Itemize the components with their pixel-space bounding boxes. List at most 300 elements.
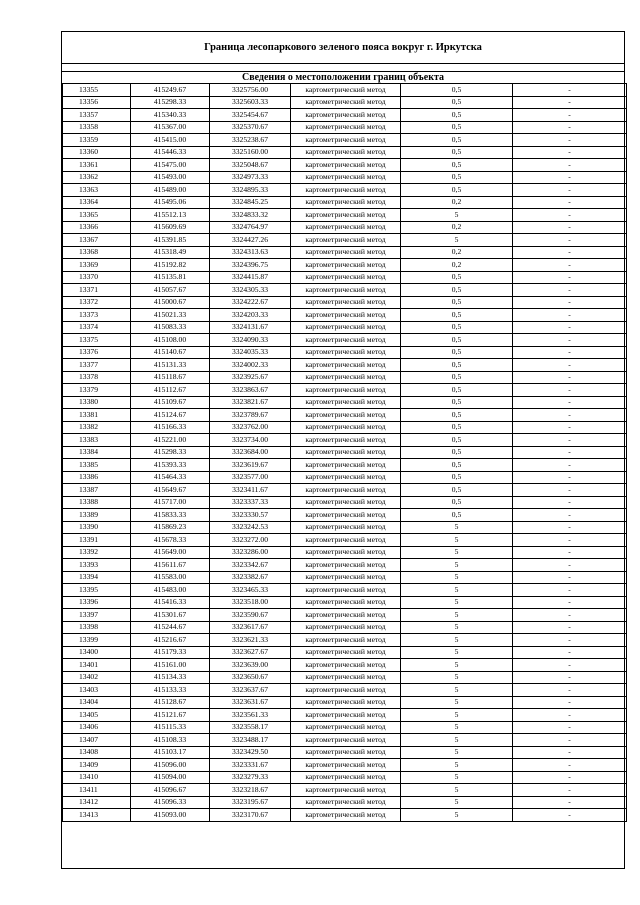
point-number-cell: 13360 [63, 146, 131, 159]
method-cell: картометрический метод [291, 709, 401, 722]
description-cell: - [513, 696, 627, 709]
description-cell: - [513, 734, 627, 747]
table-row [63, 496, 627, 509]
x-coordinate-cell: 415124.67 [131, 409, 210, 422]
method-cell: картометрический метод [291, 234, 401, 247]
point-number-cell: 13361 [63, 159, 131, 172]
description-cell: - [513, 371, 627, 384]
description-cell: - [513, 559, 627, 572]
description-cell: - [513, 534, 627, 547]
y-coordinate-cell: 3325454.67 [210, 109, 291, 122]
x-coordinate-cell: 415133.33 [131, 684, 210, 697]
y-coordinate-cell: 3323195.67 [210, 796, 291, 809]
y-coordinate-cell: 3324427.26 [210, 234, 291, 247]
y-coordinate-cell: 3324203.33 [210, 309, 291, 322]
method-cell: картометрический метод [291, 246, 401, 259]
y-coordinate-cell: 3323619.67 [210, 459, 291, 472]
accuracy-cell: 5 [401, 809, 513, 822]
x-coordinate-cell: 415391.85 [131, 234, 210, 247]
accuracy-cell: 5 [401, 696, 513, 709]
y-coordinate-cell: 3325756.00 [210, 84, 291, 97]
table-row [63, 584, 627, 597]
coordinates-table [62, 83, 627, 822]
table-row [63, 784, 627, 797]
description-cell: - [513, 396, 627, 409]
description-cell: - [513, 746, 627, 759]
description-cell: - [513, 634, 627, 647]
y-coordinate-cell: 3324764.97 [210, 221, 291, 234]
point-number-cell: 13396 [63, 596, 131, 609]
accuracy-cell: 0,5 [401, 96, 513, 109]
description-cell: - [513, 596, 627, 609]
x-coordinate-cell: 415717.00 [131, 496, 210, 509]
x-coordinate-cell: 415161.00 [131, 659, 210, 672]
method-cell: картометрический метод [291, 809, 401, 822]
method-cell: картометрический метод [291, 646, 401, 659]
y-coordinate-cell: 3324002.33 [210, 359, 291, 372]
description-cell: - [513, 334, 627, 347]
method-cell: картометрический метод [291, 109, 401, 122]
table-row [63, 259, 627, 272]
table-row [63, 484, 627, 497]
y-coordinate-cell: 3325370.67 [210, 121, 291, 134]
x-coordinate-cell: 415483.00 [131, 584, 210, 597]
accuracy-cell: 0,5 [401, 159, 513, 172]
description-cell: - [513, 784, 627, 797]
accuracy-cell: 0,5 [401, 346, 513, 359]
accuracy-cell: 0,5 [401, 134, 513, 147]
method-cell: картометрический метод [291, 634, 401, 647]
method-cell: картометрический метод [291, 421, 401, 434]
method-cell: картометрический метод [291, 584, 401, 597]
accuracy-cell: 5 [401, 796, 513, 809]
x-coordinate-cell: 415609.69 [131, 221, 210, 234]
table-row [63, 309, 627, 322]
table-row [63, 796, 627, 809]
description-cell: - [513, 671, 627, 684]
method-cell: картометрический метод [291, 509, 401, 522]
accuracy-cell: 5 [401, 671, 513, 684]
table-row [63, 346, 627, 359]
point-number-cell: 13392 [63, 546, 131, 559]
method-cell: картометрический метод [291, 696, 401, 709]
x-coordinate-cell: 415108.00 [131, 334, 210, 347]
table-row [63, 609, 627, 622]
method-cell: картометрический метод [291, 359, 401, 372]
accuracy-cell: 5 [401, 596, 513, 609]
method-cell: картометрический метод [291, 759, 401, 772]
description-cell: - [513, 359, 627, 372]
y-coordinate-cell: 3323577.00 [210, 471, 291, 484]
y-coordinate-cell: 3325238.67 [210, 134, 291, 147]
point-number-cell: 13400 [63, 646, 131, 659]
accuracy-cell: 0,5 [401, 184, 513, 197]
point-number-cell: 13355 [63, 84, 131, 97]
y-coordinate-cell: 3324313.63 [210, 246, 291, 259]
accuracy-cell: 5 [401, 559, 513, 572]
y-coordinate-cell: 3323465.33 [210, 584, 291, 597]
accuracy-cell: 5 [401, 746, 513, 759]
table-row [63, 809, 627, 822]
table-row [63, 596, 627, 609]
description-cell: - [513, 496, 627, 509]
description-cell: - [513, 384, 627, 397]
point-number-cell: 13381 [63, 409, 131, 422]
accuracy-cell: 0,5 [401, 146, 513, 159]
point-number-cell: 13391 [63, 534, 131, 547]
x-coordinate-cell: 415678.33 [131, 534, 210, 547]
y-coordinate-cell: 3323558.17 [210, 721, 291, 734]
accuracy-cell: 0,5 [401, 509, 513, 522]
description-cell: - [513, 84, 627, 97]
table-row [63, 134, 627, 147]
x-coordinate-cell: 415475.00 [131, 159, 210, 172]
description-cell: - [513, 446, 627, 459]
point-number-cell: 13384 [63, 446, 131, 459]
accuracy-cell: 5 [401, 609, 513, 622]
table-row [63, 759, 627, 772]
point-number-cell: 13408 [63, 746, 131, 759]
description-cell: - [513, 809, 627, 822]
point-number-cell: 13365 [63, 209, 131, 222]
description-cell: - [513, 771, 627, 784]
point-number-cell: 13367 [63, 234, 131, 247]
x-coordinate-cell: 415094.00 [131, 771, 210, 784]
table-row [63, 121, 627, 134]
method-cell: картометрический метод [291, 534, 401, 547]
description-cell: - [513, 646, 627, 659]
accuracy-cell: 5 [401, 684, 513, 697]
description-cell: - [513, 234, 627, 247]
x-coordinate-cell: 415096.33 [131, 796, 210, 809]
accuracy-cell: 5 [401, 709, 513, 722]
table-row [63, 384, 627, 397]
description-cell: - [513, 434, 627, 447]
accuracy-cell: 0,5 [401, 296, 513, 309]
y-coordinate-cell: 3323330.57 [210, 509, 291, 522]
method-cell: картометрический метод [291, 84, 401, 97]
point-number-cell: 13388 [63, 496, 131, 509]
y-coordinate-cell: 3323279.33 [210, 771, 291, 784]
point-number-cell: 13378 [63, 371, 131, 384]
description-cell: - [513, 571, 627, 584]
point-number-cell: 13395 [63, 584, 131, 597]
description-cell: - [513, 184, 627, 197]
table-row [63, 196, 627, 209]
table-row [63, 546, 627, 559]
table-row [63, 559, 627, 572]
table-row [63, 409, 627, 422]
document-frame [61, 31, 625, 869]
y-coordinate-cell: 3323342.67 [210, 559, 291, 572]
accuracy-cell: 0,5 [401, 321, 513, 334]
table-row [63, 221, 627, 234]
table-row [63, 159, 627, 172]
table-row [63, 634, 627, 647]
description-cell: - [513, 284, 627, 297]
method-cell: картометрический метод [291, 671, 401, 684]
x-coordinate-cell: 415096.67 [131, 784, 210, 797]
point-number-cell: 13407 [63, 734, 131, 747]
point-number-cell: 13393 [63, 559, 131, 572]
y-coordinate-cell: 3323411.67 [210, 484, 291, 497]
y-coordinate-cell: 3325048.67 [210, 159, 291, 172]
point-number-cell: 13390 [63, 521, 131, 534]
method-cell: картометрический метод [291, 784, 401, 797]
accuracy-cell: 0,5 [401, 371, 513, 384]
description-cell: - [513, 796, 627, 809]
x-coordinate-cell: 415108.33 [131, 734, 210, 747]
method-cell: картометрический метод [291, 484, 401, 497]
table-row [63, 659, 627, 672]
description-cell: - [513, 96, 627, 109]
description-cell: - [513, 346, 627, 359]
method-cell: картометрический метод [291, 221, 401, 234]
point-number-cell: 13373 [63, 309, 131, 322]
table-row [63, 684, 627, 697]
y-coordinate-cell: 3324415.87 [210, 271, 291, 284]
method-cell: картометрический метод [291, 734, 401, 747]
accuracy-cell: 5 [401, 646, 513, 659]
method-cell: картометрический метод [291, 171, 401, 184]
method-cell: картометрический метод [291, 121, 401, 134]
table-row [63, 746, 627, 759]
point-number-cell: 13397 [63, 609, 131, 622]
x-coordinate-cell: 415611.67 [131, 559, 210, 572]
table-row [63, 371, 627, 384]
method-cell: картометрический метод [291, 609, 401, 622]
table-body [63, 84, 627, 822]
x-coordinate-cell: 415416.33 [131, 596, 210, 609]
table-row [63, 721, 627, 734]
point-number-cell: 13370 [63, 271, 131, 284]
method-cell: картометрический метод [291, 459, 401, 472]
y-coordinate-cell: 3324396.75 [210, 259, 291, 272]
x-coordinate-cell: 415112.67 [131, 384, 210, 397]
point-number-cell: 13379 [63, 384, 131, 397]
x-coordinate-cell: 415140.67 [131, 346, 210, 359]
method-cell: картометрический метод [291, 409, 401, 422]
x-coordinate-cell: 415131.33 [131, 359, 210, 372]
description-cell: - [513, 459, 627, 472]
y-coordinate-cell: 3324973.33 [210, 171, 291, 184]
accuracy-cell: 5 [401, 759, 513, 772]
accuracy-cell: 5 [401, 234, 513, 247]
accuracy-cell: 0,5 [401, 171, 513, 184]
accuracy-cell: 0,5 [401, 359, 513, 372]
point-number-cell: 13399 [63, 634, 131, 647]
accuracy-cell: 5 [401, 659, 513, 672]
method-cell: картометрический метод [291, 159, 401, 172]
table-row [63, 571, 627, 584]
table-row [63, 646, 627, 659]
point-number-cell: 13380 [63, 396, 131, 409]
table-row [63, 234, 627, 247]
accuracy-cell: 0,5 [401, 396, 513, 409]
x-coordinate-cell: 415103.17 [131, 746, 210, 759]
accuracy-cell: 0,5 [401, 409, 513, 422]
y-coordinate-cell: 3323382.67 [210, 571, 291, 584]
accuracy-cell: 0,2 [401, 221, 513, 234]
description-cell: - [513, 159, 627, 172]
table-row [63, 434, 627, 447]
x-coordinate-cell: 415179.33 [131, 646, 210, 659]
point-number-cell: 13372 [63, 296, 131, 309]
accuracy-cell: 5 [401, 584, 513, 597]
description-cell: - [513, 321, 627, 334]
point-number-cell: 13358 [63, 121, 131, 134]
y-coordinate-cell: 3324222.67 [210, 296, 291, 309]
description-cell: - [513, 146, 627, 159]
table-row [63, 534, 627, 547]
accuracy-cell: 0,5 [401, 121, 513, 134]
description-cell: - [513, 659, 627, 672]
y-coordinate-cell: 3323863.67 [210, 384, 291, 397]
method-cell: картометрический метод [291, 746, 401, 759]
method-cell: картометрический метод [291, 384, 401, 397]
accuracy-cell: 0,5 [401, 309, 513, 322]
accuracy-cell: 5 [401, 571, 513, 584]
description-cell: - [513, 471, 627, 484]
x-coordinate-cell: 415093.00 [131, 809, 210, 822]
y-coordinate-cell: 3323631.67 [210, 696, 291, 709]
method-cell: картометрический метод [291, 146, 401, 159]
x-coordinate-cell: 415367.00 [131, 121, 210, 134]
accuracy-cell: 5 [401, 521, 513, 534]
accuracy-cell: 0,5 [401, 484, 513, 497]
x-coordinate-cell: 415128.67 [131, 696, 210, 709]
description-cell: - [513, 521, 627, 534]
x-coordinate-cell: 415118.67 [131, 371, 210, 384]
method-cell: картометрический метод [291, 209, 401, 222]
description-cell: - [513, 509, 627, 522]
table-row [63, 771, 627, 784]
y-coordinate-cell: 3324035.33 [210, 346, 291, 359]
accuracy-cell: 0,5 [401, 109, 513, 122]
point-number-cell: 13386 [63, 471, 131, 484]
y-coordinate-cell: 3324833.32 [210, 209, 291, 222]
x-coordinate-cell: 415083.33 [131, 321, 210, 334]
table-row [63, 696, 627, 709]
x-coordinate-cell: 415166.33 [131, 421, 210, 434]
point-number-cell: 13410 [63, 771, 131, 784]
method-cell: картометрический метод [291, 309, 401, 322]
description-cell: - [513, 121, 627, 134]
y-coordinate-cell: 3323218.67 [210, 784, 291, 797]
accuracy-cell: 0,5 [401, 271, 513, 284]
x-coordinate-cell: 415340.33 [131, 109, 210, 122]
point-number-cell: 13359 [63, 134, 131, 147]
point-number-cell: 13406 [63, 721, 131, 734]
method-cell: картометрический метод [291, 296, 401, 309]
point-number-cell: 13371 [63, 284, 131, 297]
method-cell: картометрический метод [291, 196, 401, 209]
accuracy-cell: 0,2 [401, 246, 513, 259]
x-coordinate-cell: 415298.33 [131, 96, 210, 109]
description-cell: - [513, 721, 627, 734]
point-number-cell: 13394 [63, 571, 131, 584]
x-coordinate-cell: 415298.33 [131, 446, 210, 459]
y-coordinate-cell: 3323925.67 [210, 371, 291, 384]
table-row [63, 509, 627, 522]
x-coordinate-cell: 415216.67 [131, 634, 210, 647]
x-coordinate-cell: 415512.13 [131, 209, 210, 222]
x-coordinate-cell: 415109.67 [131, 396, 210, 409]
point-number-cell: 13401 [63, 659, 131, 672]
point-number-cell: 13412 [63, 796, 131, 809]
description-cell: - [513, 759, 627, 772]
table-row [63, 146, 627, 159]
x-coordinate-cell: 415135.81 [131, 271, 210, 284]
table-row [63, 446, 627, 459]
description-cell: - [513, 296, 627, 309]
accuracy-cell: 5 [401, 734, 513, 747]
table-row [63, 671, 627, 684]
method-cell: картометрический метод [291, 284, 401, 297]
description-cell: - [513, 309, 627, 322]
accuracy-cell: 0,5 [401, 446, 513, 459]
document-title: Граница лесопаркового зеленого пояса вокруг г. Иркутска [62, 32, 624, 64]
point-number-cell: 13404 [63, 696, 131, 709]
x-coordinate-cell: 415249.67 [131, 84, 210, 97]
description-cell: - [513, 171, 627, 184]
table-row [63, 334, 627, 347]
table-row [63, 96, 627, 109]
x-coordinate-cell: 415134.33 [131, 671, 210, 684]
point-number-cell: 13402 [63, 671, 131, 684]
accuracy-cell: 0,5 [401, 459, 513, 472]
point-number-cell: 13376 [63, 346, 131, 359]
x-coordinate-cell: 415121.67 [131, 709, 210, 722]
y-coordinate-cell: 3324131.67 [210, 321, 291, 334]
method-cell: картометрический метод [291, 184, 401, 197]
method-cell: картометрический метод [291, 559, 401, 572]
x-coordinate-cell: 415192.82 [131, 259, 210, 272]
y-coordinate-cell: 3325603.33 [210, 96, 291, 109]
y-coordinate-cell: 3323429.50 [210, 746, 291, 759]
y-coordinate-cell: 3323821.67 [210, 396, 291, 409]
description-cell: - [513, 259, 627, 272]
table-row [63, 109, 627, 122]
accuracy-cell: 0,5 [401, 384, 513, 397]
x-coordinate-cell: 415000.67 [131, 296, 210, 309]
section-subtitle: Сведения о местоположении границ объекта [242, 72, 444, 83]
table-row [63, 246, 627, 259]
table-row [63, 271, 627, 284]
accuracy-cell: 0,5 [401, 496, 513, 509]
table-row [63, 171, 627, 184]
table-row [63, 521, 627, 534]
point-number-cell: 13363 [63, 184, 131, 197]
accuracy-cell: 0,5 [401, 284, 513, 297]
accuracy-cell: 5 [401, 546, 513, 559]
y-coordinate-cell: 3324090.33 [210, 334, 291, 347]
point-number-cell: 13357 [63, 109, 131, 122]
point-number-cell: 13377 [63, 359, 131, 372]
table-row [63, 396, 627, 409]
y-coordinate-cell: 3323331.67 [210, 759, 291, 772]
table-row [63, 84, 627, 97]
point-number-cell: 13375 [63, 334, 131, 347]
table-row [63, 284, 627, 297]
accuracy-cell: 5 [401, 634, 513, 647]
method-cell: картометрический метод [291, 259, 401, 272]
method-cell: картометрический метод [291, 434, 401, 447]
y-coordinate-cell: 3323650.67 [210, 671, 291, 684]
accuracy-cell: 5 [401, 771, 513, 784]
x-coordinate-cell: 415021.33 [131, 309, 210, 322]
y-coordinate-cell: 3323621.33 [210, 634, 291, 647]
